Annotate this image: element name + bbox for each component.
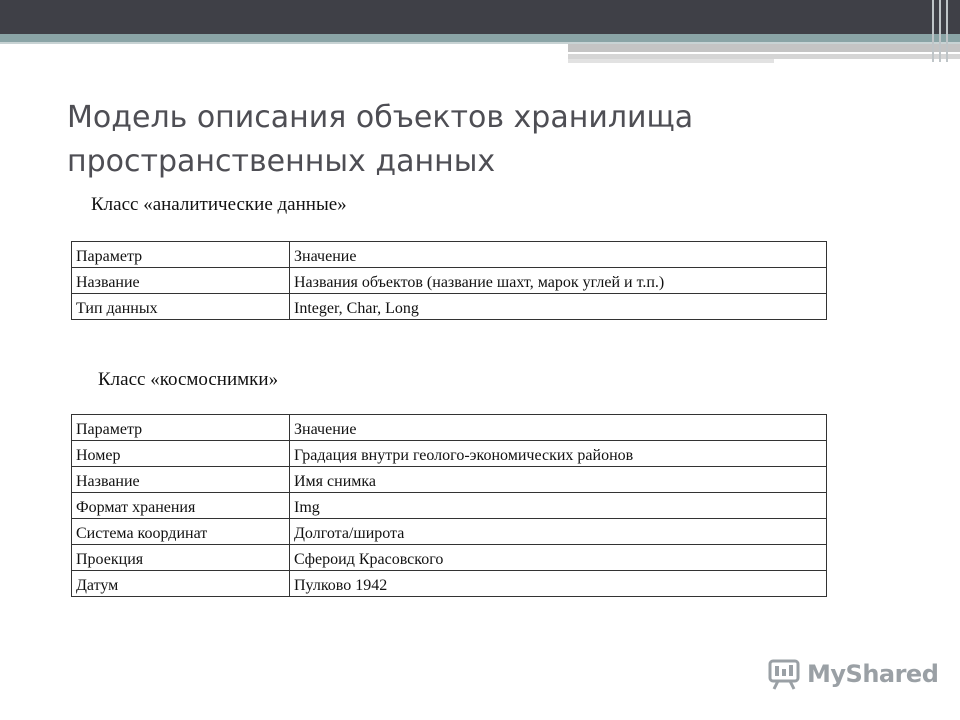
- value-cell: Integer, Char, Long: [290, 294, 827, 320]
- presentation-board-icon: [767, 657, 801, 691]
- watermark-logo[interactable]: [767, 656, 938, 692]
- decor-bar: [568, 59, 774, 63]
- top-dark-bar: [0, 0, 960, 34]
- satellite-images-table: [71, 414, 827, 597]
- param-cell: Формат хранения: [72, 493, 290, 519]
- decor-vertical-lines: [928, 0, 960, 62]
- table-row: [72, 519, 827, 545]
- decor-line: [939, 0, 941, 62]
- section-caption-analytic: Класс «аналитические данные»: [91, 194, 347, 215]
- table-row: [72, 242, 827, 268]
- value-cell: Img: [290, 493, 827, 519]
- value-cell: Значение: [290, 415, 827, 441]
- table-row: [72, 545, 827, 571]
- value-cell: Пулково 1942: [290, 571, 827, 597]
- param-cell: Система координат: [72, 519, 290, 545]
- value-cell: Имя снимка: [290, 467, 827, 493]
- analytic-data-table: [71, 241, 827, 320]
- param-cell: Название: [72, 268, 290, 294]
- param-cell: Тип данных: [72, 294, 290, 320]
- table-row: [72, 268, 827, 294]
- value-cell: Сфероид Красовского: [290, 545, 827, 571]
- value-cell: Долгота/широта: [290, 519, 827, 545]
- param-cell: Параметр: [72, 415, 290, 441]
- watermark-text: MyShared: [807, 660, 939, 688]
- param-cell: Параметр: [72, 242, 290, 268]
- table-row: [72, 571, 827, 597]
- title-line-1: Модель описания объектов хранилища: [67, 100, 694, 135]
- table-row: [72, 441, 827, 467]
- table-row: [72, 415, 827, 441]
- decor-line: [932, 0, 934, 62]
- param-cell: Название: [72, 467, 290, 493]
- title-line-2: пространственных данных: [67, 144, 496, 179]
- decor-line: [946, 0, 948, 62]
- value-cell: Градация внутри геолого-экономических районов: [290, 441, 827, 467]
- decor-bar: [568, 44, 960, 52]
- param-cell: Проекция: [72, 545, 290, 571]
- param-cell: Датум: [72, 571, 290, 597]
- value-cell: Названия объектов (название шахт, марок углей и т.п.): [290, 268, 827, 294]
- top-accent-bar: [0, 34, 960, 42]
- param-cell: Номер: [72, 441, 290, 467]
- slide-title: [67, 96, 927, 184]
- table-row: [72, 467, 827, 493]
- section-caption-satellite: Класс «космоснимки»: [98, 369, 279, 390]
- value-cell: Значение: [290, 242, 827, 268]
- table-row: [72, 294, 827, 320]
- table-row: [72, 493, 827, 519]
